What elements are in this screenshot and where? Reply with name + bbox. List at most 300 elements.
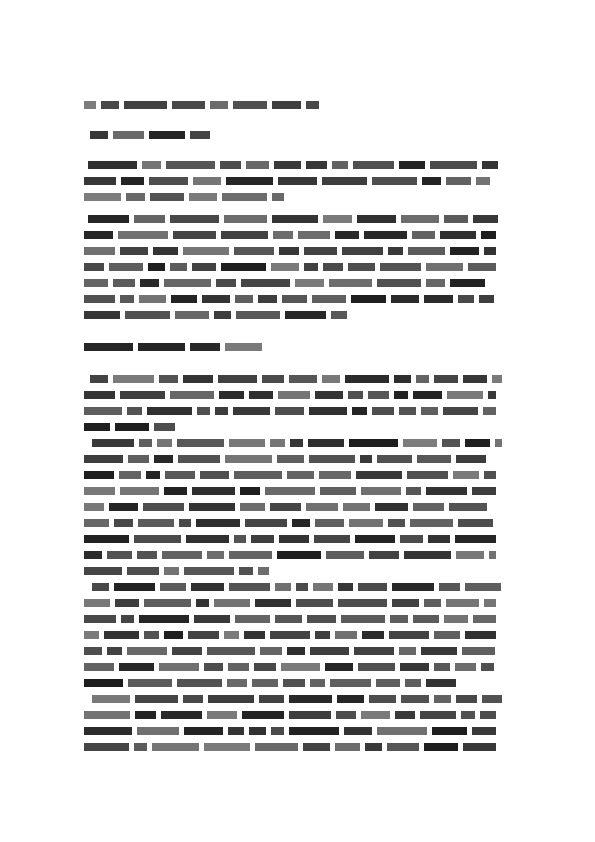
word-mark (420, 711, 456, 719)
word-mark (240, 487, 260, 495)
word-mark (134, 743, 147, 751)
paragraph-line (84, 628, 496, 642)
paragraph-line (84, 468, 496, 482)
word-mark (395, 711, 415, 719)
word-mark (446, 599, 479, 607)
word-mark (173, 231, 216, 239)
word-mark (84, 743, 129, 751)
word-mark (330, 679, 371, 687)
word-mark (416, 375, 429, 383)
word-mark (417, 455, 451, 463)
word-mark (137, 727, 179, 735)
word-mark (357, 215, 396, 223)
paragraph-line (84, 372, 502, 386)
word-mark (484, 247, 496, 255)
word-mark (351, 295, 386, 303)
paragraph-line (84, 564, 269, 578)
word-mark (200, 471, 229, 479)
word-mark (387, 743, 419, 751)
word-mark (484, 599, 496, 607)
word-mark (365, 743, 382, 751)
word-mark (259, 695, 284, 703)
word-mark (292, 519, 310, 527)
word-mark (348, 263, 375, 271)
word-mark (177, 439, 224, 447)
word-mark (455, 663, 476, 671)
word-mark (115, 599, 139, 607)
word-mark (434, 663, 450, 671)
word-mark (309, 407, 347, 415)
word-mark (90, 131, 108, 139)
word-mark (114, 583, 155, 591)
heading-line (84, 340, 262, 354)
word-mark (84, 101, 96, 109)
word-mark (462, 647, 495, 655)
word-mark (453, 471, 479, 479)
word-mark (360, 455, 372, 463)
word-mark (157, 439, 172, 447)
word-mark (315, 519, 344, 527)
word-mark (121, 177, 144, 185)
word-mark (183, 375, 213, 383)
word-mark (372, 177, 417, 185)
word-mark (285, 311, 326, 319)
word-mark (225, 343, 262, 351)
word-mark (150, 193, 184, 201)
word-mark (84, 263, 104, 271)
word-mark (84, 647, 102, 655)
word-mark (88, 215, 129, 223)
word-mark (369, 551, 399, 559)
word-mark (473, 615, 496, 623)
word-mark (304, 263, 318, 271)
word-mark (189, 503, 235, 511)
word-mark (309, 455, 355, 463)
paragraph-line (84, 388, 496, 402)
word-mark (119, 663, 154, 671)
word-mark (358, 583, 387, 591)
word-mark (188, 631, 219, 639)
word-mark (84, 471, 114, 479)
word-mark (149, 177, 188, 185)
word-mark (369, 695, 396, 703)
word-mark (380, 263, 421, 271)
word-mark (287, 471, 314, 479)
word-mark (194, 615, 230, 623)
word-mark (218, 375, 257, 383)
paragraph-line (84, 174, 490, 188)
word-mark (336, 711, 356, 719)
paragraph-line (84, 708, 496, 722)
word-mark (278, 177, 317, 185)
word-mark (143, 503, 184, 511)
word-mark (272, 101, 301, 109)
word-mark (84, 503, 104, 511)
paragraph-line (84, 548, 496, 562)
word-mark (463, 743, 496, 751)
word-mark (456, 455, 486, 463)
word-mark (287, 647, 305, 655)
word-mark (235, 295, 253, 303)
word-mark (361, 711, 390, 719)
word-mark (242, 711, 284, 719)
word-mark (289, 375, 317, 383)
word-mark (104, 631, 139, 639)
word-mark (139, 615, 189, 623)
heading-line (84, 128, 210, 142)
word-mark (172, 647, 202, 655)
word-mark (394, 375, 411, 383)
word-mark (270, 631, 310, 639)
word-mark (140, 279, 159, 287)
word-mark (279, 247, 299, 255)
paragraph-line (84, 308, 354, 322)
word-mark (275, 583, 291, 591)
word-mark (84, 343, 133, 351)
word-mark (234, 471, 282, 479)
word-mark (444, 215, 468, 223)
word-mark (271, 727, 284, 735)
word-mark (84, 407, 122, 415)
word-mark (84, 177, 116, 185)
word-mark (322, 177, 367, 185)
word-mark (444, 615, 468, 623)
word-mark (229, 439, 265, 447)
word-mark (331, 311, 347, 319)
word-mark (277, 551, 321, 559)
paragraph-line (84, 420, 184, 434)
word-mark (134, 215, 165, 223)
word-mark (449, 503, 487, 511)
word-mark (281, 663, 320, 671)
word-mark (84, 535, 129, 543)
word-mark (399, 161, 425, 169)
word-mark (492, 375, 502, 383)
word-mark (84, 279, 108, 287)
word-mark (314, 535, 350, 543)
word-mark (189, 193, 217, 201)
word-mark (152, 743, 199, 751)
word-mark (138, 519, 174, 527)
word-mark (400, 535, 423, 543)
word-mark (335, 231, 359, 239)
word-mark (240, 503, 265, 511)
word-mark (101, 101, 119, 109)
word-mark (84, 631, 99, 639)
word-mark (424, 599, 441, 607)
word-mark (426, 263, 463, 271)
word-mark (338, 583, 353, 591)
word-mark (482, 695, 502, 703)
word-mark (377, 279, 421, 287)
word-mark (426, 487, 467, 495)
word-mark (322, 375, 340, 383)
word-mark (343, 503, 370, 511)
word-mark (488, 391, 496, 399)
word-mark (434, 631, 460, 639)
word-mark (149, 131, 185, 139)
word-mark (399, 647, 416, 655)
word-mark (227, 679, 247, 687)
word-mark (352, 407, 367, 415)
word-mark (114, 519, 133, 527)
paragraph-line (84, 500, 496, 514)
word-mark (229, 583, 270, 591)
word-mark (84, 551, 102, 559)
word-mark (306, 161, 327, 169)
word-mark (304, 247, 337, 255)
word-mark (274, 161, 301, 169)
word-mark (84, 247, 115, 255)
word-mark (406, 487, 421, 495)
word-mark (147, 407, 192, 415)
word-mark (296, 583, 308, 591)
word-mark (260, 647, 282, 655)
word-mark (320, 487, 356, 495)
word-mark (127, 647, 167, 655)
word-mark (283, 679, 305, 687)
word-mark (233, 407, 270, 415)
word-mark (190, 343, 220, 351)
word-mark (215, 407, 228, 415)
word-mark (376, 679, 400, 687)
word-mark (335, 631, 357, 639)
word-mark (310, 679, 325, 687)
word-mark (229, 551, 272, 559)
word-mark (84, 615, 116, 623)
word-mark (220, 161, 241, 169)
word-mark (310, 647, 349, 655)
word-mark (184, 727, 223, 735)
word-mark (476, 177, 490, 185)
paragraph-line (84, 612, 496, 626)
paragraph-line (84, 212, 498, 226)
word-mark (113, 131, 144, 139)
paragraph-line (84, 260, 496, 274)
word-mark (401, 215, 439, 223)
word-mark (159, 663, 199, 671)
word-mark (465, 583, 501, 591)
word-mark (144, 599, 191, 607)
word-mark (289, 695, 332, 703)
word-mark (353, 161, 394, 169)
paragraph-line (84, 436, 502, 450)
word-mark (375, 503, 408, 511)
word-mark (126, 193, 145, 201)
word-mark (84, 663, 114, 671)
word-mark (295, 279, 324, 287)
word-mark (214, 599, 250, 607)
word-mark (109, 503, 138, 511)
word-mark (440, 231, 476, 239)
word-mark (329, 279, 372, 287)
word-mark (450, 247, 479, 255)
word-mark (183, 247, 229, 255)
word-mark (303, 743, 330, 751)
word-mark (224, 215, 267, 223)
word-mark (197, 407, 210, 415)
word-mark (165, 471, 195, 479)
word-mark (113, 375, 154, 383)
word-mark (484, 471, 496, 479)
word-mark (224, 631, 239, 639)
word-mark (279, 535, 309, 543)
word-mark (391, 295, 419, 303)
word-mark (84, 567, 122, 575)
word-mark (128, 455, 149, 463)
word-mark (179, 519, 191, 527)
word-mark (390, 615, 408, 623)
word-mark (458, 295, 474, 303)
word-mark (434, 695, 451, 703)
word-mark (192, 263, 216, 271)
word-mark (408, 247, 445, 255)
word-mark (164, 279, 211, 287)
word-mark (84, 455, 123, 463)
word-mark (207, 551, 224, 559)
word-mark (461, 711, 475, 719)
word-mark (306, 101, 319, 109)
word-mark (84, 487, 115, 495)
word-mark (447, 391, 483, 399)
word-mark (315, 631, 330, 639)
word-mark (202, 295, 230, 303)
word-mark (413, 391, 442, 399)
word-mark (120, 247, 148, 255)
word-mark (364, 231, 407, 239)
word-mark (88, 161, 137, 169)
word-mark (137, 551, 157, 559)
word-mark (234, 535, 246, 543)
word-mark (443, 407, 478, 415)
word-mark (421, 407, 438, 415)
word-mark (358, 663, 395, 671)
word-mark (135, 695, 178, 703)
word-mark (233, 101, 267, 109)
word-mark (394, 391, 408, 399)
word-mark (177, 679, 222, 687)
word-mark (392, 583, 434, 591)
word-mark (345, 375, 389, 383)
word-mark (403, 439, 437, 447)
word-mark (119, 471, 141, 479)
word-mark (196, 599, 209, 607)
word-mark (84, 295, 115, 303)
paragraph-line (84, 404, 496, 418)
word-mark (84, 599, 110, 607)
word-mark (273, 231, 293, 239)
word-mark (289, 711, 331, 719)
word-mark (400, 663, 429, 671)
word-mark (258, 567, 269, 575)
word-mark (262, 375, 284, 383)
word-mark (413, 615, 439, 623)
word-mark (84, 193, 121, 201)
word-mark (178, 455, 220, 463)
word-mark (84, 679, 123, 687)
word-mark (422, 177, 441, 185)
word-mark (124, 101, 167, 109)
word-mark (121, 615, 134, 623)
paragraph-line (84, 532, 496, 546)
word-mark (308, 439, 344, 447)
word-mark (439, 583, 460, 591)
word-mark (191, 583, 224, 591)
word-mark (354, 647, 394, 655)
word-mark (307, 615, 336, 623)
word-mark (249, 727, 266, 735)
word-mark (342, 247, 383, 255)
word-mark (148, 263, 165, 271)
word-mark (258, 295, 277, 303)
word-mark (456, 551, 484, 559)
word-mark (389, 631, 429, 639)
word-mark (139, 439, 152, 447)
word-mark (135, 711, 156, 719)
word-mark (142, 161, 161, 169)
word-mark (349, 519, 383, 527)
word-mark (421, 647, 457, 655)
word-mark (92, 583, 109, 591)
word-mark (127, 567, 159, 575)
word-mark (120, 487, 159, 495)
word-mark (154, 423, 175, 431)
word-mark (456, 695, 477, 703)
word-mark (235, 615, 270, 623)
word-mark (361, 487, 401, 495)
word-mark (399, 407, 416, 415)
word-mark (472, 487, 496, 495)
word-mark (446, 177, 471, 185)
paragraph-line (84, 228, 496, 242)
word-mark (450, 279, 485, 287)
word-mark (184, 567, 234, 575)
word-mark (204, 663, 223, 671)
word-mark (84, 423, 110, 431)
word-mark (221, 263, 266, 271)
word-mark (368, 391, 389, 399)
word-mark (426, 679, 456, 687)
word-mark (109, 263, 143, 271)
paragraph-line (84, 516, 496, 530)
word-mark (160, 583, 186, 591)
word-mark (153, 247, 178, 255)
word-mark (193, 177, 221, 185)
word-mark (161, 711, 202, 719)
word-mark (298, 231, 330, 239)
word-mark (92, 695, 130, 703)
word-mark (319, 471, 351, 479)
word-mark (344, 727, 372, 735)
word-mark (428, 535, 450, 543)
word-mark (144, 631, 159, 639)
paragraph-line (84, 190, 284, 204)
paragraph-line (84, 692, 502, 706)
word-mark (236, 311, 280, 319)
word-mark (290, 439, 303, 447)
word-mark (335, 743, 360, 751)
word-mark (164, 487, 187, 495)
word-mark (377, 727, 427, 735)
word-mark (313, 583, 333, 591)
word-mark (481, 663, 494, 671)
word-mark (332, 161, 348, 169)
word-mark (166, 161, 215, 169)
word-mark (388, 519, 405, 527)
word-mark (221, 231, 268, 239)
word-mark (139, 295, 166, 303)
word-mark (214, 311, 231, 319)
